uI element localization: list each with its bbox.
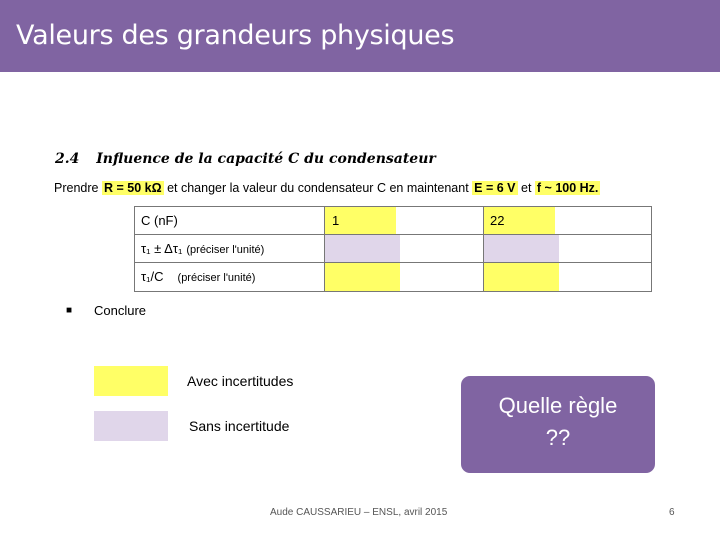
row-label-capacitance: C (nF)	[141, 213, 178, 228]
legend-label-without-uncertainty: Sans incertitude	[189, 418, 290, 434]
unit-note: (préciser l'unité)	[177, 272, 256, 284]
callout-line-1: Quelle règle	[498, 393, 618, 418]
voltage-value: E = 6 V	[474, 181, 516, 195]
legend-swatch-lilac	[94, 411, 168, 441]
frequency-value: f ~ 100 Hz.	[536, 181, 599, 195]
instruction-and: et	[521, 181, 532, 195]
row-label-tau	[141, 241, 264, 256]
ratio-symbol: τ₁/C	[141, 269, 164, 284]
instruction-middle: et changer la valeur du condensateur C en maintenant	[167, 181, 469, 195]
conclude-text: Conclure	[94, 303, 147, 318]
instruction-line	[54, 177, 600, 199]
legend-label-with-uncertainty: Avec incertitudes	[187, 373, 294, 389]
capacitance-value-1: 1	[332, 213, 340, 228]
callout-line-2: ??	[545, 425, 571, 450]
unit-note: (préciser l'unité)	[186, 244, 265, 256]
instruction-prefix: Prendre	[54, 181, 99, 195]
legend-swatch-yellow	[94, 366, 168, 396]
section-number: 2.4	[55, 151, 80, 167]
question-callout	[461, 376, 655, 473]
slide-title: Valeurs des grandeurs physiques	[16, 20, 455, 51]
footer-author: Aude CAUSSARIEU – ENSL, avril 2015	[270, 507, 448, 518]
tau-symbol: τ₁ ± Δτ₁	[141, 241, 183, 256]
table-row	[135, 235, 651, 263]
row-label-ratio	[141, 269, 255, 284]
resistance-value: R = 50 kΩ	[103, 181, 162, 195]
title-bar	[0, 0, 720, 72]
section-heading-text: Influence de la capacité C du condensateur	[96, 151, 436, 167]
measurement-table	[134, 206, 652, 292]
capacitance-value-22: 22	[490, 213, 505, 228]
column-divider	[483, 207, 484, 291]
section-heading	[55, 151, 436, 167]
table-row	[135, 207, 651, 235]
bullet-icon: ■	[66, 305, 73, 316]
page-number: 6	[669, 507, 675, 518]
column-divider	[324, 207, 325, 291]
table-row	[135, 263, 651, 291]
